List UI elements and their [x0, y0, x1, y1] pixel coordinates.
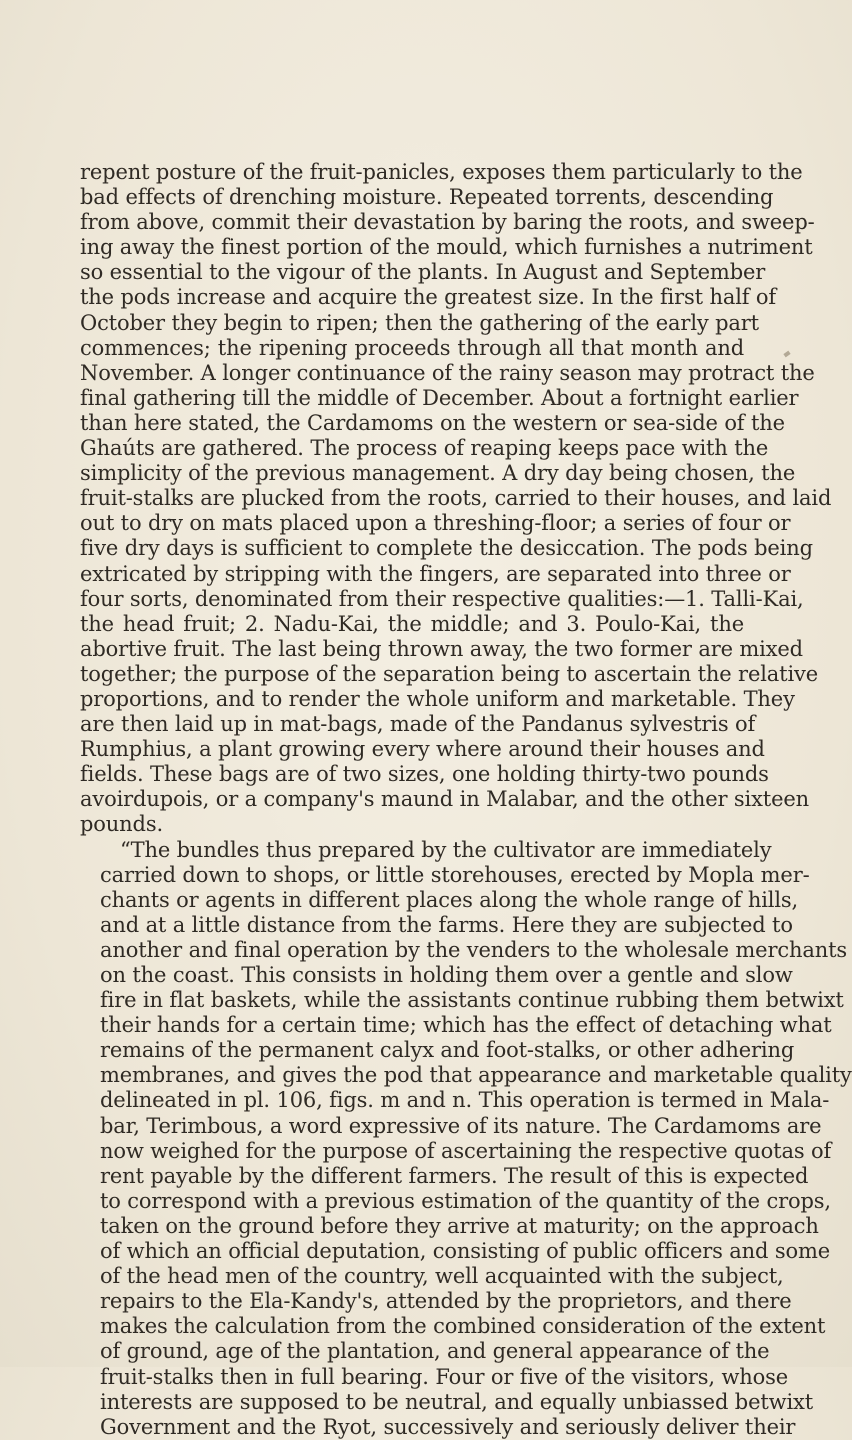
paragraph-1 [80, 160, 832, 838]
text-line: five dry days is sufficient to complete the desiccation. The pods being [80, 536, 813, 561]
text-line: remains of the permanent calyx and foot-stalks, or other adhering [100, 1038, 795, 1063]
text-line: delineated in pl. 106, figs. m and n. This operation is termed in Mala- [100, 1088, 830, 1113]
text-line: out to dry on mats placed upon a threshing-floor; a series of four or [80, 511, 791, 536]
paragraph-2 [80, 837, 852, 1440]
text-line: another and final operation by the venders to the wholesale merchants [100, 937, 847, 962]
text-line: Ghaúts are gathered. The process of reaping keeps pace with the [80, 436, 769, 461]
text-line: avoirdupois, or a company's maund in Malabar, and the other sixteen [80, 787, 810, 812]
text-line: rent payable by the different farmers. The result of this is expected [100, 1163, 809, 1188]
text-line: four sorts, denominated from their respective qualities:—1. Talli-Kai, [80, 586, 804, 611]
text-line: are then laid up in mat-bags, made of the Pandanus sylvestris of [80, 712, 756, 737]
text-line: commences; the ripening proceeds through all that month and [80, 335, 744, 360]
text-line: on the coast. This consists in holding them over a gentle and slow [100, 963, 793, 987]
text-line: fields. These bags are of two sizes, one holding thirty-two pounds [80, 762, 769, 787]
text-line: bar, Terimbous, a word expressive of its nature. The Cardamoms are [100, 1113, 822, 1138]
text-line: Rumphius, a plant growing every where around their houses and [80, 737, 765, 762]
text-line: makes the calculation from the combined consideration of the extent [100, 1314, 826, 1339]
text-line: repairs to the Ela-Kandy's, attended by the proprietors, and there [100, 1289, 792, 1314]
text-line: taken on the ground before they arrive at maturity; on the approach [100, 1213, 819, 1238]
text-line: interests are supposed to be neutral, and equally unbiassed betwixt [100, 1389, 814, 1414]
text-line: the head fruit; 2. Nadu-Kai, the middle; and 3. Poulo-Kai, the [80, 611, 744, 636]
text-line: carried down to shops, or little storehouses, erected by Mopla mer- [100, 862, 810, 887]
text-line: of the head men of the country, well acquainted with the subject, [100, 1264, 784, 1289]
text-line: membranes, and gives the pod that appearance and marketable quality [100, 1063, 852, 1088]
text-line: to correspond with a previous estimation of the quantity of the crops, [100, 1188, 831, 1213]
text-line: of ground, age of the plantation, and general appearance of the [100, 1339, 770, 1364]
text-line: bad effects of drenching moisture. Repeated torrents, descending [80, 185, 774, 210]
text-line: now weighed for the purpose of ascertaining the respective quotas of [100, 1138, 832, 1163]
text-line: proportions, and to render the whole uniform and marketable. They [80, 686, 795, 711]
page-speck [783, 351, 790, 358]
text-line: than here stated, the Cardamoms on the western or sea-side of the [80, 410, 785, 435]
text-line: chants or agents in different places along the whole range of hills, [100, 887, 799, 912]
text-line: ing away the finest portion of the mould, which furnishes a nutriment [80, 235, 813, 260]
text-line: from above, commit their devastation by baring the roots, and sweep- [80, 210, 815, 235]
text-line: so essential to the vigour of the plants. In August and September [80, 260, 766, 285]
page-text [80, 160, 852, 1440]
text-line: fruit-stalks then in full bearing. Four or five of the visitors, whose [100, 1364, 789, 1389]
text-line: simplicity of the previous management. A dry day being chosen, the [80, 461, 796, 486]
text-line: pounds. [80, 812, 163, 837]
text-line: “The bundles thus prepared by the cultivator are immediately [120, 837, 772, 862]
text-line: the pods increase and acquire the greatest size. In the first half of [80, 285, 777, 310]
text-line: of which an official deputation, consisting of public officers and some [100, 1239, 830, 1264]
text-line: fire in flat baskets, while the assistants continue rubbing them betwixt [100, 988, 844, 1013]
text-line: and at a little distance from the farms. Here they are subjected to [100, 912, 793, 937]
text-line: fruit-stalks are plucked from the roots, carried to their houses, and laid [80, 486, 832, 511]
text-line: November. A longer continuance of the rainy season may protract the [80, 360, 815, 385]
text-line: October they begin to ripen; then the gathering of the early part [80, 310, 759, 335]
text-line: their hands for a certain time; which has the effect of detaching what [100, 1013, 832, 1038]
text-line: together; the purpose of the separation being to ascertain the relative [80, 661, 819, 686]
text-line: extricated by stripping with the fingers, are separated into three or [80, 561, 791, 586]
text-line: Government and the Ryot, successively and seriously deliver their [100, 1414, 796, 1439]
text-line: final gathering till the middle of December. About a fortnight earlier [80, 385, 799, 410]
text-line: abortive fruit. The last being thrown away, the two former are mixed [80, 636, 803, 661]
text-line: repent posture of the fruit-panicles, exposes them particularly to the [80, 160, 803, 184]
